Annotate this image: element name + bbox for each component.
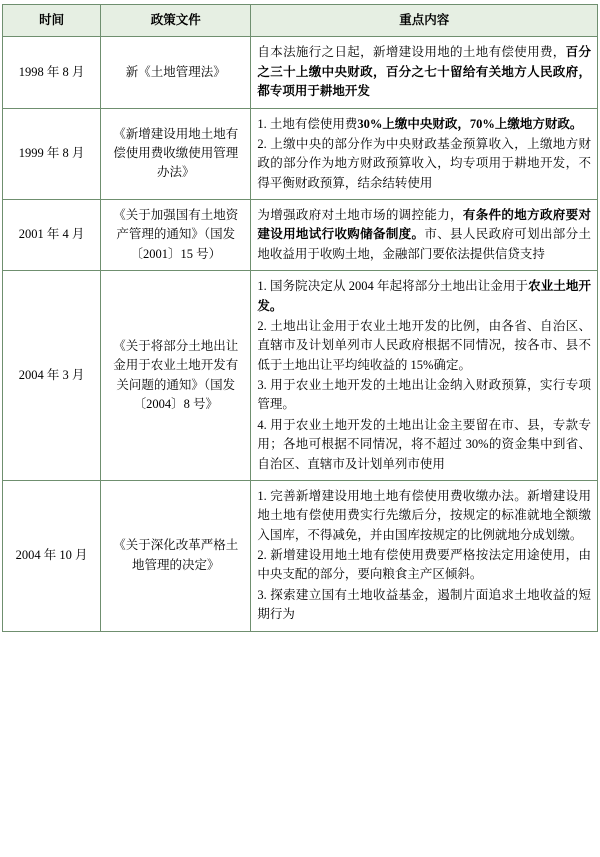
content-paragraph: [257, 115, 591, 134]
cell-document: 新《土地管理法》: [101, 37, 251, 108]
cell-document: 《关于加强国有土地资产管理的通知》（国发〔2001〕15 号）: [101, 200, 251, 271]
content-paragraph: [257, 487, 591, 545]
policy-table: [2, 4, 598, 632]
content-paragraph: [257, 586, 591, 625]
content-text: 2. 新增建设用地土地有偿使用费要严格按法定用途使用，由中央支配的部分，要向粮食主产区倾斜。: [257, 548, 591, 582]
content-text: 1. 完善新增建设用地土地有偿使用费收缴办法。新增建设用地土地有偿使用费实行先缴后分，按规定的标准就地全额缴入国库，不得减免，并由国库按规定的比例就地分成划缴。: [257, 488, 591, 542]
content-paragraph: [257, 317, 591, 375]
content-text: 2. 土地出让金用于农业土地开发的比例，由各省、自治区、直辖市及计划单列市人民政府根据不同情况，按各市、县不低于土地出让平均纯收益的 15%确定。: [257, 318, 591, 372]
cell-time: 1999 年 8 月: [3, 108, 101, 200]
content-paragraph: [257, 376, 591, 415]
content-paragraph: [257, 43, 591, 101]
content-paragraph: [257, 277, 591, 316]
cell-document: 《新增建设用地土地有偿使用费收缴使用管理办法》: [101, 108, 251, 200]
cell-time: 2001 年 4 月: [3, 200, 101, 271]
content-text: 自本法施行之日起，新增建设用地的土地有偿使用费，: [257, 45, 566, 60]
content-text: 为增强政府对土地市场的调控能力，: [257, 208, 463, 222]
header-row: [3, 5, 598, 37]
table-row: [3, 200, 598, 271]
cell-time: 1998 年 8 月: [3, 37, 101, 108]
content-text: 1. 土地有偿使用费: [257, 116, 358, 131]
cell-content: [251, 108, 598, 200]
content-emphasis: 百分之三十上缴中央财政，百分之七十留给有关地方人民政府，都专项用于耕地开发: [257, 45, 591, 99]
cell-time: 2004 年 3 月: [3, 271, 101, 481]
content-emphasis: 30%上缴中央财政，70%上缴地方财政。: [357, 116, 583, 131]
cell-content: [251, 37, 598, 108]
content-text: 3. 探索建立国有土地收益基金，遏制片面追求土地收益的短期行为: [257, 587, 591, 622]
cell-time: 2004 年 10 月: [3, 480, 101, 631]
cell-document: 《关于将部分土地出让金用于农业土地开发有关问题的通知》（国发〔2004〕8 号》: [101, 271, 251, 481]
content-paragraph: [257, 135, 591, 193]
table-row: [3, 37, 598, 108]
content-paragraph: [257, 206, 591, 264]
content-paragraph: [257, 546, 591, 585]
table-row: [3, 271, 598, 481]
table-row: [3, 480, 598, 631]
content-emphasis: 农业土地开发。: [257, 279, 591, 313]
table-row: [3, 108, 598, 200]
column-header-content: 重点内容: [251, 5, 598, 37]
content-text: 3. 用于农业土地开发的土地出让金纳入财政预算，实行专项管理。: [257, 378, 591, 412]
cell-content: [251, 200, 598, 271]
content-text: 4. 用于农业土地开发的土地出让金主要留在市、县，专款专用；各地可根据不同情况，将不超过 30%的资金集中到省、自治区、直辖市及计划单列市使用: [257, 417, 591, 471]
table-header: [3, 5, 598, 37]
content-text: 2. 上缴中央的部分作为中央财政基金预算收入，上缴地方财政的部分作为地方财政预算收入，均专项用于耕地开发，不得平衡财政预算，结余结转使用: [257, 136, 591, 190]
content-emphasis: 有条件的地方政府要对建设用地试行收购储备制度。: [257, 208, 591, 242]
column-header-time: 时间: [3, 5, 101, 37]
cell-content: [251, 480, 598, 631]
cell-content: [251, 271, 598, 481]
content-paragraph: [257, 416, 591, 474]
column-header-document: 政策文件: [101, 5, 251, 37]
content-text: 1. 国务院决定从 2004 年起将部分土地出让金用于: [257, 279, 529, 294]
table-body: [3, 37, 598, 631]
content-text: 市、县人民政府可划出部分土地收益用于收购土地，金融部门要依法提供信贷支持: [257, 227, 591, 261]
cell-document: 《关于深化改革严格土地管理的决定》: [101, 480, 251, 631]
